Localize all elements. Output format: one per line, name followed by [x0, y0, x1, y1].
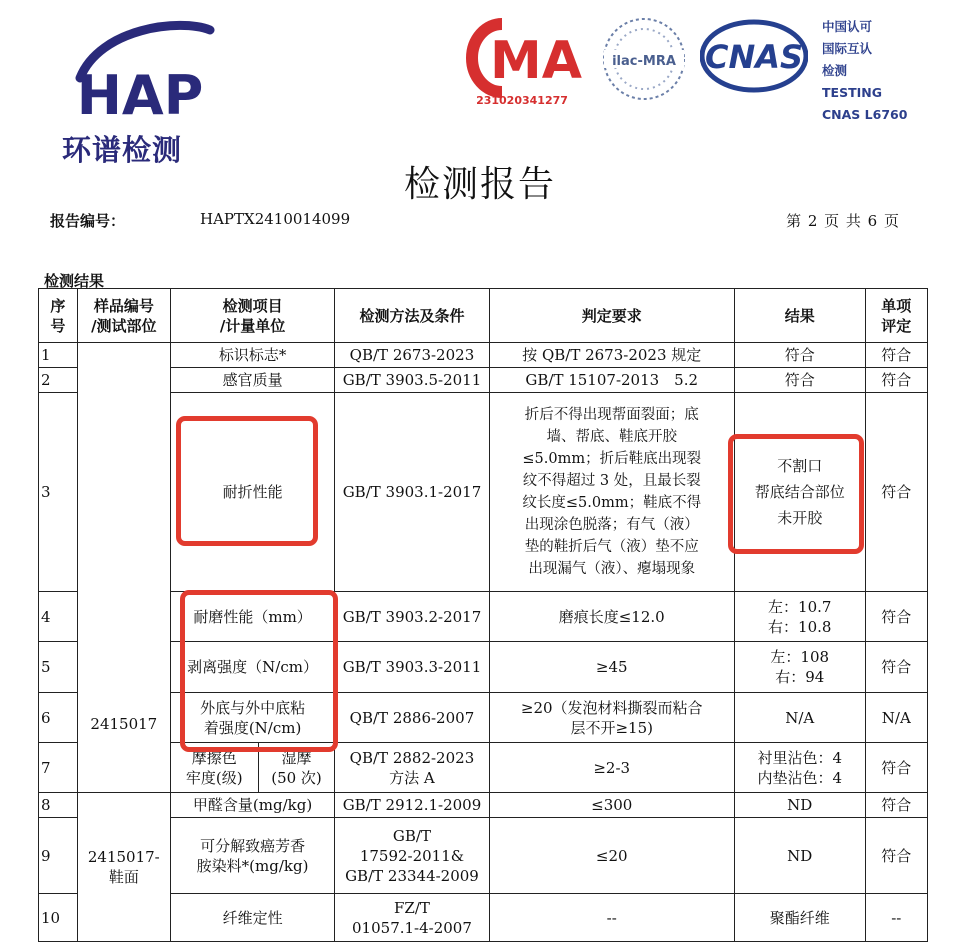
requirement: ≤20 — [489, 818, 734, 894]
requirement: 磨痕长度≤12.0 — [489, 592, 734, 642]
cert-line: TESTING — [822, 85, 882, 100]
cma-text: MA — [490, 31, 582, 91]
table-row — [39, 894, 928, 942]
table-header-row — [39, 289, 928, 343]
row-no: 7 — [39, 743, 78, 793]
test-item: 标识标志* — [170, 343, 335, 368]
cnas-text: CNAS — [704, 38, 804, 76]
test-method: GB/T 3903.2-2017 — [335, 592, 489, 642]
table-row — [39, 368, 928, 393]
requirement: ≥45 — [489, 642, 734, 693]
requirement: GB/T 15107-2013 5.2 — [489, 368, 734, 393]
requirement: ≥20（发泡材料撕裂而粘合 层不开≥15) — [489, 693, 734, 743]
result: 不割口 帮底结合部位 未开胶 — [734, 393, 865, 592]
row-no: 8 — [39, 793, 78, 818]
test-item: 耐折性能 — [170, 393, 335, 592]
table-row — [39, 343, 928, 368]
cma-number: 231020341277 — [476, 94, 568, 107]
test-item: 外底与外中底粘 着强度(N/cm) — [170, 693, 335, 743]
test-method: QB/T 2886-2007 — [335, 693, 489, 743]
sample-id-cell: 2415017 — [77, 343, 170, 793]
verdict: 符合 — [865, 793, 927, 818]
test-method: GB/T 3903.3-2011 — [335, 642, 489, 693]
cert-line: 中国认可 — [822, 19, 873, 34]
test-item: 纤维定性 — [170, 894, 335, 942]
header-sample: 样品编号 /测试部位 — [77, 289, 170, 343]
test-method: GB/T 2912.1-2009 — [335, 793, 489, 818]
cert-line: 国际互认 — [822, 41, 873, 56]
verdict: 符合 — [865, 368, 927, 393]
requirement: ≤300 — [489, 793, 734, 818]
cma-logo — [462, 16, 582, 108]
verdict: 符合 — [865, 343, 927, 368]
header-method: 检测方法及条件 — [335, 289, 489, 343]
row-no: 4 — [39, 592, 78, 642]
header-item: 检测项目 /计量单位 — [170, 289, 335, 343]
requirement: -- — [489, 894, 734, 942]
test-method: GB/T 3903.5-2011 — [335, 368, 489, 393]
test-method: FZ/T 01057.1-4-2007 — [335, 894, 489, 942]
result: 聚酯纤维 — [734, 894, 865, 942]
table-row — [39, 393, 928, 592]
result: ND — [734, 793, 865, 818]
test-method: GB/T 3903.1-2017 — [335, 393, 489, 592]
result: 衬里沾色：4 内垫沾色：4 — [734, 743, 865, 793]
test-item: 感官质量 — [170, 368, 335, 393]
table-row — [39, 642, 928, 693]
result: 左：108 右：94 — [734, 642, 865, 693]
section-title: 检测结果 — [44, 272, 105, 290]
page-indicator: 第 2 页 共 6 页 — [786, 212, 900, 230]
row-no: 5 — [39, 642, 78, 693]
header-result: 结果 — [734, 289, 865, 343]
hap-company-name: 环谱检测 — [62, 133, 183, 167]
test-method: QB/T 2882-2023 方法 A — [335, 743, 489, 793]
result: 符合 — [734, 368, 865, 393]
test-method: GB/T 17592-2011& GB/T 23344-2009 — [335, 818, 489, 894]
header-verdict: 单项 评定 — [865, 289, 927, 343]
verdict: 符合 — [865, 642, 927, 693]
table-row — [39, 592, 928, 642]
header-requirement: 判定要求 — [489, 289, 734, 343]
report-title: 检测报告 — [403, 164, 556, 205]
requirement: ≥2-3 — [489, 743, 734, 793]
cert-line: 检测 — [822, 63, 848, 78]
test-item: 耐磨性能（mm） — [170, 592, 335, 642]
test-item: 剥离强度（N/cm） — [170, 642, 335, 693]
header-no: 序 号 — [39, 289, 78, 343]
verdict: N/A — [865, 693, 927, 743]
ilac-mra-logo — [598, 14, 690, 104]
row-no: 2 — [39, 368, 78, 393]
test-item: 摩擦色 牢度(级) — [170, 743, 258, 793]
test-item: 甲醛含量(mg/kg) — [170, 793, 335, 818]
result: ND — [734, 818, 865, 894]
verdict: 符合 — [865, 818, 927, 894]
row-no: 9 — [39, 818, 78, 894]
test-item: 可分解致癌芳香 胺染料*(mg/kg) — [170, 818, 335, 894]
ilac-text: ilac-MRA — [612, 54, 676, 69]
table-row — [39, 793, 928, 818]
table-row — [39, 743, 928, 793]
cert-line: CNAS L6760 — [822, 107, 908, 122]
test-sub-item: 湿摩 (50 次) — [258, 743, 335, 793]
verdict: -- — [865, 894, 927, 942]
hap-logo-text: HAP — [76, 64, 204, 127]
verdict: 符合 — [865, 743, 927, 793]
row-no: 10 — [39, 894, 78, 942]
sample-id-cell: 2415017- 鞋面 — [77, 793, 170, 942]
row-no: 1 — [39, 343, 78, 368]
cnas-logo — [700, 18, 808, 94]
row-no: 3 — [39, 393, 78, 592]
requirement: 按 QB/T 2673-2023 规定 — [489, 343, 734, 368]
table-row — [39, 818, 928, 894]
result: 左：10.7 右：10.8 — [734, 592, 865, 642]
result: N/A — [734, 693, 865, 743]
report-number: HAPTX2410014099 — [200, 210, 351, 228]
hap-logo — [60, 18, 220, 128]
table-row — [39, 693, 928, 743]
verdict: 符合 — [865, 393, 927, 592]
requirement: 折后不得出现帮面裂面；底 墙、帮底、鞋底开胶 ≤5.0mm；折后鞋底出现裂 纹不得超过 3 处，且最长裂 纹长度≤5.0mm；鞋底不得 出现涂色脱落；有气（液） 垫的鞋折后气（液）垫不应 出现漏气（液）、瘪塌现象 — [489, 393, 734, 592]
row-no: 6 — [39, 693, 78, 743]
verdict: 符合 — [865, 592, 927, 642]
results-table — [38, 288, 928, 942]
cnas-certification-text — [822, 16, 907, 126]
report-number-label: 报告编号： — [50, 212, 126, 230]
test-method: QB/T 2673-2023 — [335, 343, 489, 368]
result: 符合 — [734, 343, 865, 368]
